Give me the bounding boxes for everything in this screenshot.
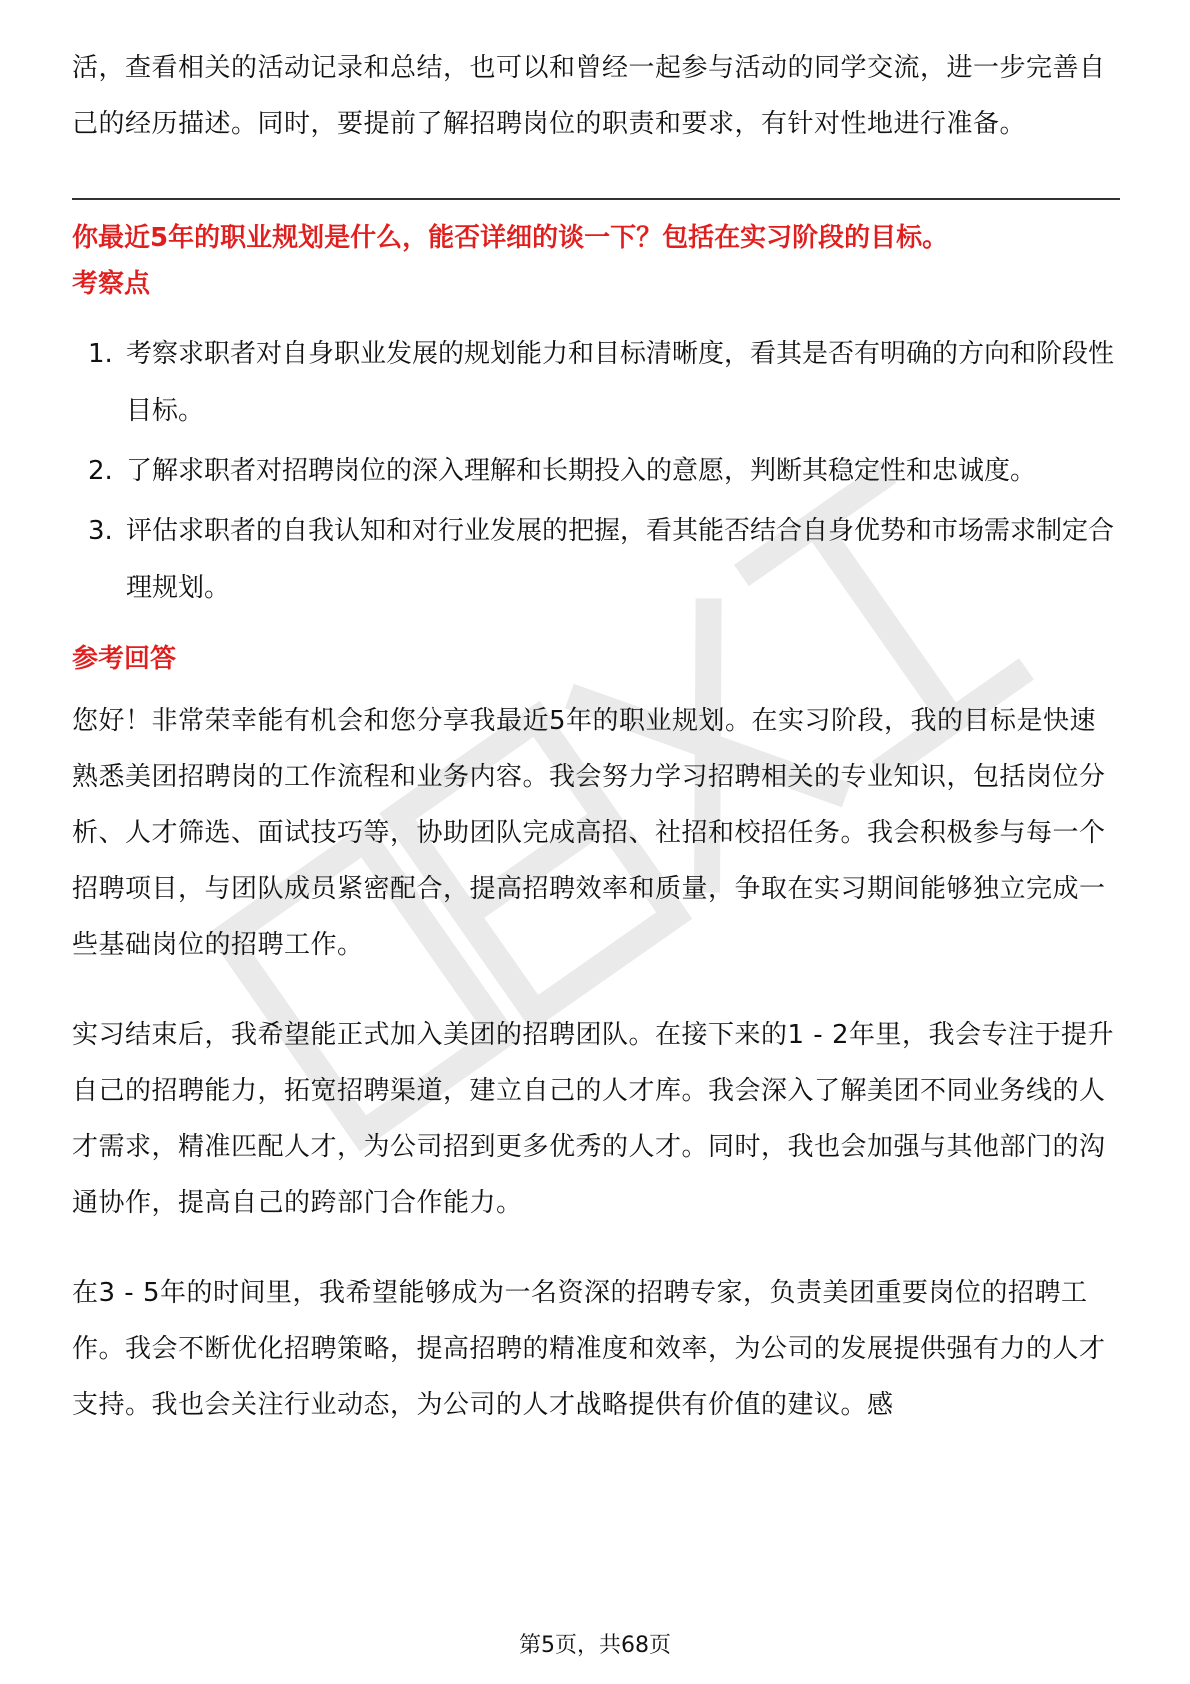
exam-point-item	[72, 443, 1120, 500]
answer-paragraph: 实习结束后，我希望能正式加入美团的招聘团队。在接下来的1 - 2年里，我会专注于提升自己的招聘能力，拓宽招聘渠道，建立自己的人才库。我会深入了解美团不同业务线的人才需求，精准匹配人才，为公司招到更多优秀的人才。同时，我也会加强与其他部门的沟通协作，提高自己的跨部门合作能力。	[72, 1020, 1114, 1218]
exam-point-text: 考察求职者对自身职业发展的规划能力和目标清晰度，看其是否有明确的方向和阶段性目标。	[126, 339, 1115, 426]
exam-point-number: 3.	[88, 516, 113, 546]
exam-points-list	[72, 326, 1120, 617]
exam-point-item	[72, 326, 1120, 440]
answer-paragraph: 您好！非常荣幸能有机会和您分享我最近5年的职业规划。在实习阶段，我的目标是快速熟悉美团招聘岗的工作流程和业务内容。我会努力学习招聘相关的专业知识，包括岗位分析、人才筛选、面试技巧等，协助团队完成高招、社招和校招任务。我会积极参与每一个招聘项目，与团队成员紧密配合，提高招聘效率和质量，争取在实习期间能够独立完成一些基础岗位的招聘工作。	[72, 706, 1106, 960]
exam-points-heading: 考察点	[72, 269, 151, 299]
intro-paragraph: 活，查看相关的活动记录和总结，也可以和曾经一起参与活动的同学交流，进一步完善自己的经历描述。同时，要提前了解招聘岗位的职责和要求，有针对性地进行准备。	[72, 53, 1106, 139]
exam-point-text: 评估求职者的自我认知和对行业发展的把握，看其能否结合自身优势和市场需求制定合理规划。	[126, 516, 1115, 603]
section-divider	[72, 198, 1120, 200]
question-title: 你最近5年的职业规划是什么，能否详细的谈一下？包括在实习阶段的目标。	[72, 223, 949, 253]
page-footer: 第5页，共68页	[519, 1633, 671, 1658]
answer-paragraph: 在3 - 5年的时间里，我希望能够成为一名资深的招聘专家，负责美团重要岗位的招聘工作。我会不断优化招聘策略，提高招聘的精准度和效率，为公司的发展提供强有力的人才支持。我也会关注行业动态，为公司的人才战略提供有价值的建议。感	[72, 1278, 1106, 1420]
exam-point-number: 2.	[88, 456, 113, 486]
exam-point-item	[72, 503, 1120, 617]
exam-point-text: 了解求职者对招聘岗位的深入理解和长期投入的意愿，判断其稳定性和忠诚度。	[126, 456, 1037, 486]
answer-heading: 参考回答	[72, 644, 177, 674]
document-page	[72, 40, 1120, 1433]
exam-point-number: 1.	[88, 339, 113, 369]
